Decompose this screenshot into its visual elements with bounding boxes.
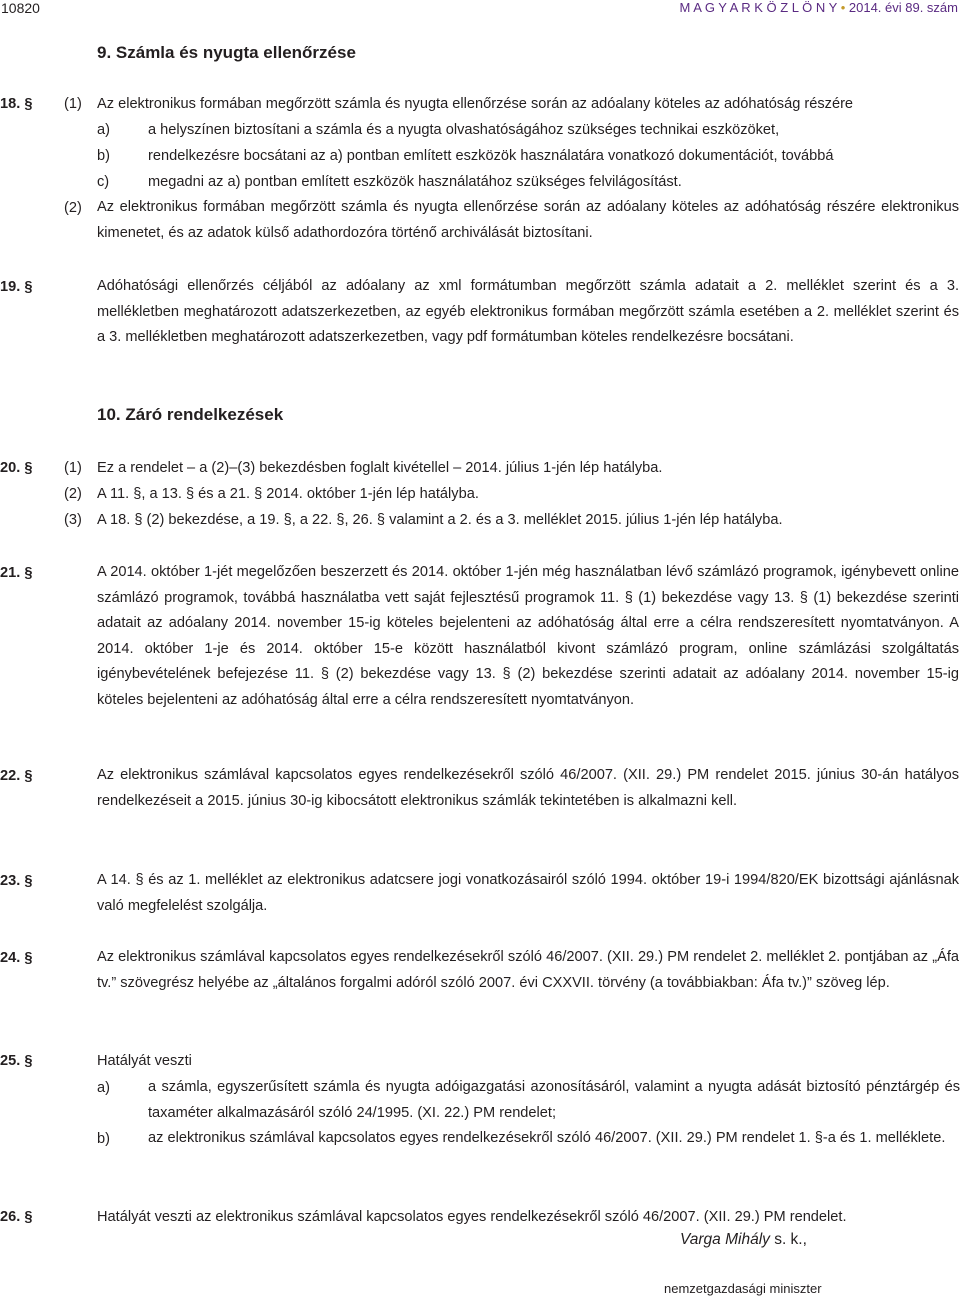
subsection-number: (2) bbox=[64, 486, 82, 502]
item-text: a helyszínen biztosítani a számla és a nyugta olvashatóságához szükséges technikai eszközöket, bbox=[148, 122, 780, 138]
paragraph-text-23: A 14. § és az 1. melléklet az elektronikus adatcsere jogi vonatkozásairól szóló 1994. október 19-i 1994/820/EK bizottsági ajánlásnak való megfelelést szolgálja. bbox=[97, 872, 959, 914]
subsection-number: (1) bbox=[64, 96, 82, 112]
journal-title bbox=[680, 0, 958, 15]
subsection-text: Az elektronikus formában megőrzött számla és nyugta ellenőrzése során az adóalany köteles az adóhatóság részére bbox=[97, 96, 854, 112]
paragraph-intro-25: Hatályát veszti bbox=[97, 1053, 192, 1069]
item-label: b) bbox=[97, 1131, 110, 1147]
subsection-number: (2) bbox=[64, 200, 82, 216]
paragraph-number-25: 25. § bbox=[0, 1053, 33, 1069]
signatory-role: nemzetgazdasági miniszter bbox=[664, 1281, 822, 1296]
paragraph-text-24: Az elektronikus számlával kapcsolatos egyes rendelkezésekről szóló 46/2007. (XII. 29.) PM rendelet 2. melléklet 2. pontjában az „Áfa tv.” szövegrész helyébe az „általános forgalmi adóról szóló 2007. évi CXXVII. törvény (a továbbiakban: Áfa tv.)” szöveg lép. bbox=[97, 949, 959, 991]
journal-name: M A G Y A R K Ö Z L Ö N Y bbox=[679, 0, 838, 15]
item-label: a) bbox=[97, 122, 110, 138]
paragraph-number-20: 20. § bbox=[0, 460, 33, 476]
signatory-name-text: Varga Mihály bbox=[680, 1231, 770, 1248]
subsection-number: (1) bbox=[64, 460, 82, 476]
page-header bbox=[0, 0, 960, 20]
subsection-text: A 18. § (2) bekezdése, a 19. §, a 22. §, 26. § valamint a 2. és a 3. melléklet 2015. július 1-jén lép hatályba. bbox=[97, 512, 783, 528]
subsection-text: Az elektronikus formában megőrzött számla és nyugta ellenőrzése során az adóalany köteles az adóhatóság részére elektronikus kimenetet, és az adatok külső adathordozóra történő archiválását biztosítani. bbox=[97, 199, 959, 241]
paragraph-number-22: 22. § bbox=[0, 768, 33, 784]
item-text: az elektronikus számlával kapcsolatos egyes rendelkezésekről szóló 46/2007. (XII. 29.) PM rendelet 1. §-a és 1. melléklete. bbox=[148, 1130, 946, 1146]
paragraph-text-26: Hatályát veszti az elektronikus számlával kapcsolatos egyes rendelkezésekről szóló 46/2007. (XII. 29.) PM rendelet. bbox=[97, 1209, 847, 1225]
issue-number: 2014. évi 89. szám bbox=[848, 0, 958, 15]
section-title-10: 10. Záró rendelkezések bbox=[97, 405, 284, 424]
signatory-name bbox=[680, 1231, 807, 1249]
item-label: c) bbox=[97, 174, 110, 190]
item-label: a) bbox=[97, 1080, 110, 1096]
paragraph-text-22: Az elektronikus számlával kapcsolatos egyes rendelkezésekről szóló 46/2007. (XII. 29.) PM rendelet 2015. június 30-án hatályos rendelkezéseit a 2015. június 30-ig kibocsátott elektronikus számlák tekintetében is alkalmazni kell. bbox=[97, 767, 959, 809]
paragraph-number-26: 26. § bbox=[0, 1209, 33, 1225]
subsection-text: Ez a rendelet – a (2)–(3) bekezdésben foglalt kivétellel – 2014. július 1-jén lép hatályba. bbox=[97, 460, 663, 476]
item-text: rendelkezésre bocsátani az a) pontban említett eszközök használatára vonatkozó dokumentációt, továbbá bbox=[148, 148, 834, 164]
item-text: a számla, egyszerűsített számla és nyugta adóigazgatási azonosításáról, valamint a nyugta adását biztosító pénztárgép és taxaméter alkalmazásáról szóló 24/1995. (XI. 22.) PM rendelet; bbox=[148, 1079, 960, 1121]
subsection-number: (3) bbox=[64, 512, 82, 528]
item-text: megadni az a) pontban említett eszközök használatához szükséges felvilágosítást. bbox=[148, 174, 682, 190]
paragraph-number-21: 21. § bbox=[0, 565, 33, 581]
paragraph-number-24: 24. § bbox=[0, 950, 33, 966]
item-label: b) bbox=[97, 148, 110, 164]
paragraph-text-21: A 2014. október 1-jét megelőzően beszerzett és 2014. október 1-jén még használatban lévő számlázó programok, igénybevett online számlázó programok, továbbá használatba vett saját fejlesztésű programok 11. § (1) bekezdése vagy 13. § (1) bekezdése szerinti adatait az adóalany 2014. november 15-ig köteles bejelenteni az adóhatóság által erre a célra rendszeresített nyomtatványon. A 2014. október 1-je és 2014. október 15-e között használatból kivont számlázó program, online számlázási szolgáltatás igénybevételének befejezése 11. § (2) bekezdése vagy 13. § (2) bekezdése szerinti adatait az adóalany 2014. november 15-ig köteles bejelenteni az adóhatóság által erre a célra rendszeresített nyomtatványon. bbox=[97, 564, 959, 708]
section-title-9: 9. Számla és nyugta ellenőrzése bbox=[97, 43, 356, 62]
header-bullet: • bbox=[840, 0, 846, 15]
paragraph-number-19: 19. § bbox=[0, 279, 33, 295]
paragraph-text-19: Adóhatósági ellenőrzés céljából az adóalany az xml formátumban megőrzött számla adatait a 2. melléklet szerint és a 3. mellékletben meghatározott adatszerkezetben, az egyéb elektronikus formában megőrzött számla esetében a 2. melléklet szerint és a 3. mellékletben meghatározott adatszerkezetben, vagy pdf formátumban köteles rendelkezésre bocsátani. bbox=[97, 278, 959, 346]
paragraph-number-18: 18. § bbox=[0, 96, 33, 112]
subsection-text: A 11. §, a 13. § és a 21. § 2014. október 1-jén lép hatályba. bbox=[97, 486, 479, 502]
page-number: 10820 bbox=[1, 0, 40, 16]
paragraph-number-23: 23. § bbox=[0, 873, 33, 889]
signatory-suffix: s. k., bbox=[769, 1231, 807, 1248]
